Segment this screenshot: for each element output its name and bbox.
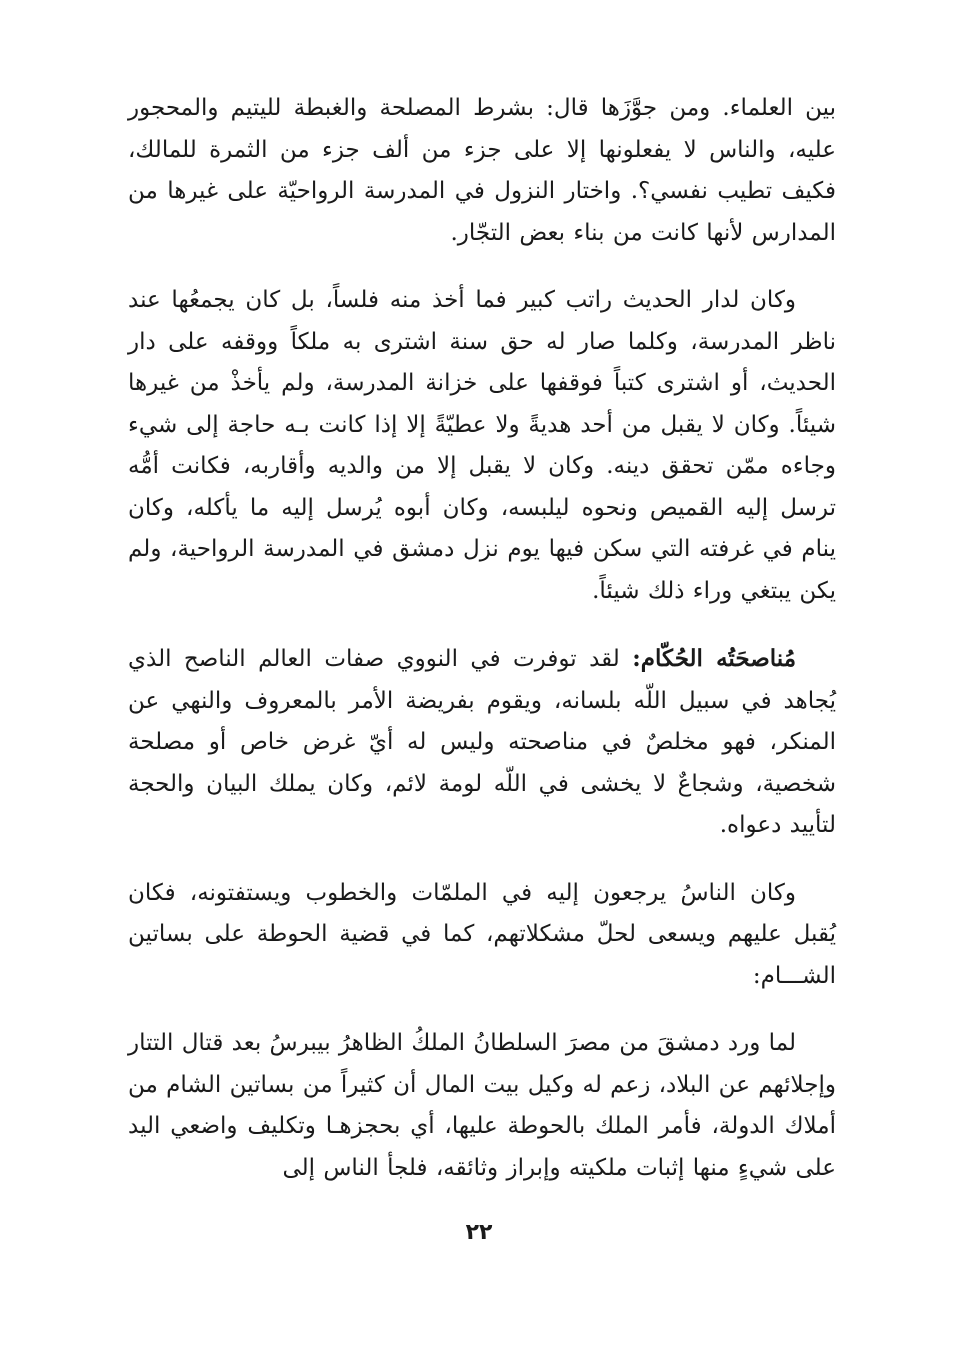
paragraph-3	[128, 638, 836, 847]
body-text	[128, 88, 836, 1189]
paragraph-2	[128, 280, 836, 612]
section-heading: مُناصحَتُه الحُكّام:	[632, 645, 797, 672]
paragraph-3-text: لقد توفرت في النووي صفات العالم الناصح الذي يُجاهد في سبيل اللّه بلسانه، ويقوم بفريضة الأمر بالمعروف والنهي عن المنكر، فهو مخلصٌ في مناصحته وليس له أيّ غرض خاص أو مصلحة شخصية، وشجاعٌ لا يخشى في اللّه لومة لائم، وكان يملك البيان والحجة لتأييد دعواه.	[128, 646, 836, 838]
paragraph-5	[128, 1023, 836, 1189]
paragraph-4-text: وكان الناسُ يرجعون إليه في الملمّات والخطوب ويستفتونه، فكان يُقبل عليهم ويسعى لحلّ مشكلاتهم، كما في قضية الحوطة على بساتين الشـــام:	[128, 879, 836, 989]
paragraph-4	[128, 873, 836, 998]
paragraph-2-text: وكان لدار الحديث راتب كبير فما أخذ منه فلساً، بل كان يجمعُها عند ناظر المدرسة، وكلما صار له حق سنة اشترى به ملكاً ووقفه على دار الحديث، أو اشترى كتباً فوقفها على خزانة المدرسة، ولم يأخذْ من غيرها شيئاً. وكان لا يقبل من أحد هديةً ولا عطيّةً إلا إذا كانت بـه حاجة إلى شيء وجاءه ممّن تحقق دينه. وكان لا يقبل إلا من والديه وأقاربه، فكانت أمُّه ترسل إليه القميص ونحوه ليلبسه، وكان أبوه يُرسل إليه ما يأكله، وكان ينام في غرفته التي سكن فيها يوم نزل دمشق في المدرسة الرواحية، ولم يكن يبتغي وراء ذلك شيئاً.	[128, 287, 837, 604]
paragraph-1-text: بين العلماء. ومن جوَّزَها قال: بشرط المصلحة والغبطة لليتيم والمحجور عليه، والناس لا يفعلونها إلا على جزء من ألف جزء من الثمرة للمالك، فكيف تطيب نفسي؟. واختار النزول في المدرسة الرواحيّة على غيرها من المدارس لأنها كانت من بناء بعض التجّار.	[128, 95, 836, 246]
paragraph-1	[128, 88, 836, 254]
paragraph-5-text: لما ورد دمشقَ من مصرَ السلطانُ الملكُ الظاهرُ بيبرسُ بعد قتال التتار وإجلائهم عن البلاد، زعم له وكيل بيت المال أن كثيراً من بساتين الشام من أملاك الدولة، فأمر الملك بالحوطة عليها، أي بحجزهـا وتكليف واضعي اليد على شيءٍ منها إثبات ملكيته وإبراز وثائقه، فلجأ الناس إلى	[128, 1030, 836, 1181]
page-number: ٢٢	[465, 1220, 493, 1245]
